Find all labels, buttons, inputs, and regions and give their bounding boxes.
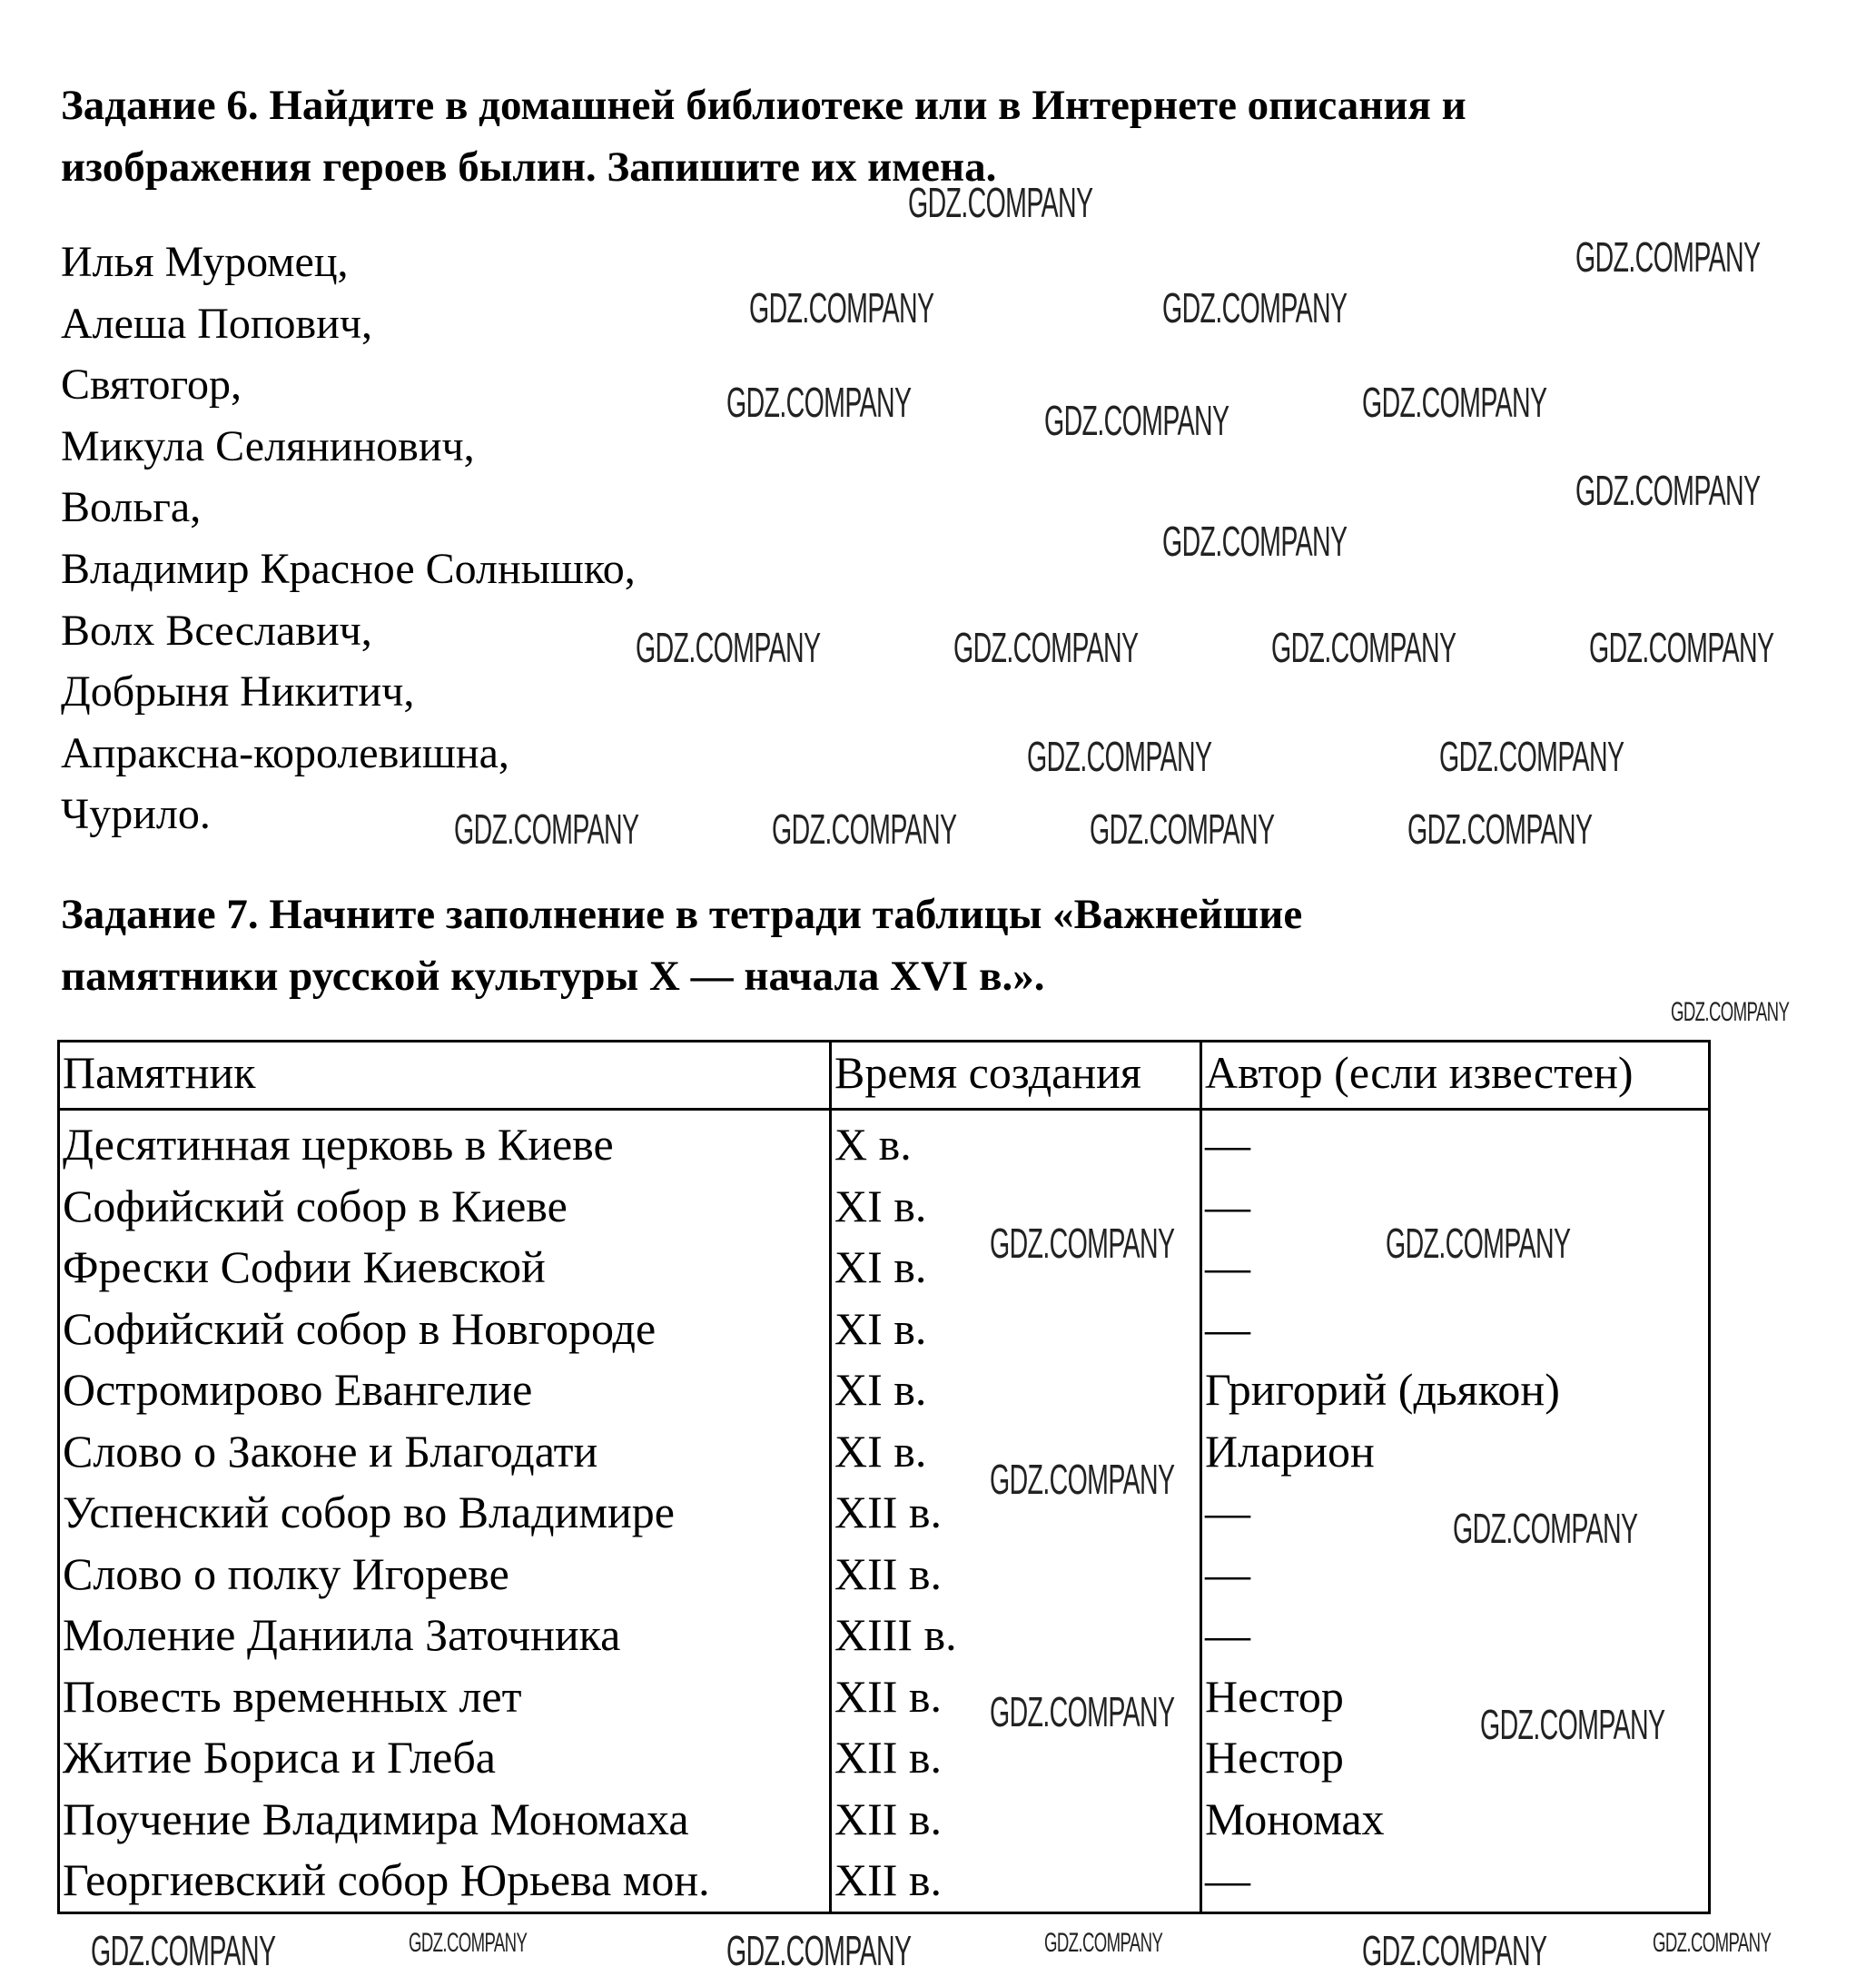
cell-monument: Десятинная церковь в Киеве (59, 1110, 831, 1176)
watermark: GDZ.COMPANY (1044, 1928, 1163, 1958)
watermark: GDZ.COMPANY (1453, 1505, 1638, 1552)
table-row (59, 1605, 1710, 1666)
list-item: Вольга, (61, 483, 202, 532)
task-6-heading (61, 74, 1466, 198)
cell-time: XII в. (831, 1727, 1201, 1789)
watermark: GDZ.COMPANY (953, 624, 1139, 671)
watermark: GDZ.COMPANY (749, 284, 934, 331)
watermark: GDZ.COMPANY (990, 1688, 1175, 1735)
watermark: GDZ.COMPANY (1044, 397, 1229, 444)
list-item: Волх Всеславич, (61, 606, 372, 655)
column-header-time: Время создания (831, 1042, 1201, 1110)
watermark: GDZ.COMPANY (1575, 233, 1761, 281)
list-item: Святогор, (61, 361, 242, 410)
watermark: GDZ.COMPANY (726, 1927, 912, 1974)
watermark: GDZ.COMPANY (1480, 1701, 1665, 1748)
table-row (59, 1421, 1710, 1483)
cell-time: XII в. (831, 1544, 1201, 1606)
table-header-row (59, 1042, 1710, 1110)
watermark: GDZ.COMPANY (1575, 467, 1761, 514)
task-7-line-2: памятники русской культуры X — начала XVI в.». (61, 953, 1045, 1000)
task-6-line-1: Задание 6. Найдите в домашней библиотеке или в Интернете описания и (61, 82, 1466, 129)
cell-author: Нестор (1201, 1727, 1710, 1789)
watermark: GDZ.COMPANY (990, 1220, 1175, 1267)
cell-time: XIII в. (831, 1605, 1201, 1666)
cell-time: XI в. (831, 1421, 1201, 1483)
cell-time: XII в. (831, 1850, 1201, 1912)
cell-author: — (1201, 1850, 1710, 1912)
table-row (59, 1789, 1710, 1851)
hero-names-list (61, 232, 636, 845)
cell-author: — (1201, 1237, 1710, 1299)
culture-monuments-table (57, 1040, 1711, 1914)
cell-author: Мономах (1201, 1789, 1710, 1851)
watermark: GDZ.COMPANY (1439, 733, 1624, 780)
cell-author: — (1201, 1605, 1710, 1666)
cell-author: — (1201, 1176, 1710, 1238)
table-row (59, 1850, 1710, 1912)
watermark: GDZ.COMPANY (990, 1456, 1175, 1503)
cell-author: — (1201, 1482, 1710, 1544)
cell-time: XI в. (831, 1359, 1201, 1421)
cell-monument: Софийский собор в Новгороде (59, 1299, 831, 1360)
table-row (59, 1544, 1710, 1606)
cell-author: Григорий (дьякон) (1201, 1359, 1710, 1421)
watermark: GDZ.COMPANY (91, 1927, 276, 1974)
list-item: Владимир Красное Солнышко, (61, 544, 636, 593)
watermark: GDZ.COMPANY (1362, 379, 1547, 426)
cell-monument: Поучение Владимира Мономаха (59, 1789, 831, 1851)
watermark: GDZ.COMPANY (1386, 1220, 1571, 1267)
list-item: Апраксна-королевишна, (61, 728, 509, 777)
cell-author: Нестор (1201, 1666, 1710, 1728)
watermark: GDZ.COMPANY (1162, 518, 1348, 565)
cell-author: — (1201, 1110, 1710, 1176)
cell-monument: Георгиевский собор Юрьева мон. (59, 1850, 831, 1912)
list-item: Чурило. (61, 790, 211, 839)
table-row (59, 1359, 1710, 1421)
watermark: GDZ.COMPANY (1027, 733, 1212, 780)
cell-time: XI в. (831, 1237, 1201, 1299)
cell-monument: Софийский собор в Киеве (59, 1176, 831, 1238)
task-7-line-1: Задание 7. Начните заполнение в тетради таблицы «Важнейшие (61, 891, 1303, 938)
cell-time: XI в. (831, 1299, 1201, 1360)
list-item: Илья Муромец, (61, 238, 349, 286)
task-7-heading (61, 884, 1302, 1007)
watermark: GDZ.COMPANY (454, 805, 639, 853)
watermark: GDZ.COMPANY (1162, 284, 1348, 331)
cell-monument: Житие Бориса и Глеба (59, 1727, 831, 1789)
watermark: GDZ.COMPANY (1671, 997, 1790, 1027)
watermark: GDZ.COMPANY (1362, 1927, 1547, 1974)
cell-author: — (1201, 1299, 1710, 1360)
cell-author: Иларион (1201, 1421, 1710, 1483)
cell-monument: Успенский собор во Владимире (59, 1482, 831, 1544)
cell-time: X в. (831, 1110, 1201, 1176)
task-6-line-2: изображения героев былин. Запишите их имена. (61, 143, 997, 191)
table-row (59, 1299, 1710, 1360)
watermark: GDZ.COMPANY (636, 624, 821, 671)
cell-monument: Повесть временных лет (59, 1666, 831, 1728)
watermark: GDZ.COMPANY (409, 1928, 528, 1958)
cell-author: — (1201, 1544, 1710, 1606)
watermark: GDZ.COMPANY (726, 379, 912, 426)
column-header-monument: Памятник (59, 1042, 831, 1110)
list-item: Алеша Попович, (61, 299, 373, 348)
watermark: GDZ.COMPANY (1090, 805, 1275, 853)
watermark: GDZ.COMPANY (1271, 624, 1456, 671)
table-row (59, 1110, 1710, 1176)
watermark: GDZ.COMPANY (1589, 624, 1774, 671)
column-header-author: Автор (если известен) (1201, 1042, 1710, 1110)
watermark: GDZ.COMPANY (1653, 1928, 1772, 1958)
cell-monument: Моление Даниила Заточника (59, 1605, 831, 1666)
cell-monument: Слово о Законе и Благодати (59, 1421, 831, 1483)
cell-time: XII в. (831, 1482, 1201, 1544)
cell-time: XI в. (831, 1176, 1201, 1238)
list-item: Добрыня Никитич, (61, 667, 415, 716)
cell-monument: Остромирово Евангелие (59, 1359, 831, 1421)
cell-time: XII в. (831, 1666, 1201, 1728)
watermark: GDZ.COMPANY (772, 805, 957, 853)
cell-monument: Слово о полку Игореве (59, 1544, 831, 1606)
cell-time: XII в. (831, 1789, 1201, 1851)
watermark: GDZ.COMPANY (1407, 805, 1593, 853)
table-row (59, 1666, 1710, 1728)
watermark: GDZ.COMPANY (908, 179, 1093, 226)
cell-monument: Фрески Софии Киевской (59, 1237, 831, 1299)
list-item: Микула Селянинович, (61, 421, 475, 470)
table-row (59, 1727, 1710, 1789)
